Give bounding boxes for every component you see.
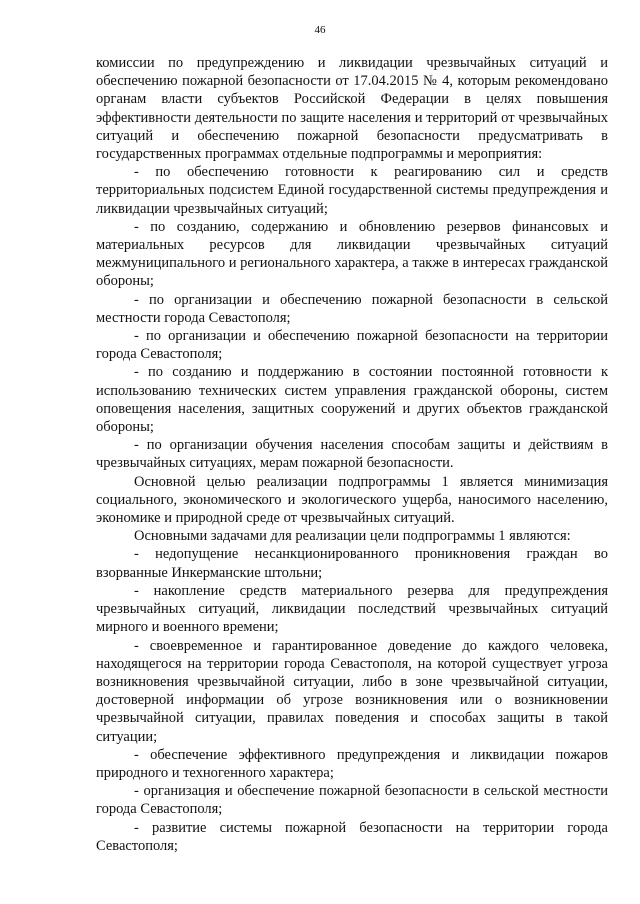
list-item: - организация и обеспечение пожарной безопасности в сельской местности города Севастополя; <box>96 783 608 818</box>
list-item: - по организации и обеспечению пожарной безопасности в сельской местности города Севастополя; <box>96 291 608 326</box>
list-item: - своевременное и гарантированное доведение до каждого человека, находящегося на территории города Севастополя, на которой существует угроза возникновения чрезвычайной ситуации, либо в зоне чрезвычайной ситуации, достоверной информации об угрозе возникновения или о возникновении чрезвычайной ситуации, правилах поведения и способах защиты в такой ситуации; <box>96 637 608 745</box>
paragraph-tasks-heading: Основными задачами для реализации цели подпрограммы 1 являются: <box>134 528 571 545</box>
list-item: - по организации и обеспечению пожарной безопасности на территории города Севастополя; <box>96 328 608 363</box>
list-item: - по обеспечению готовности к реагированию сил и средств территориальных подсистем Единой государственной системы предупреждения и ликвидации чрезвычайных ситуаций; <box>96 164 608 217</box>
paragraph-intro: комиссии по предупреждению и ликвидации чрезвычайных ситуаций и обеспечению пожарной безопасности от 17.04.2015 № 4, которым рекомендовано органам власти субъектов Российской Федерации в целях повышения эффективности деятельности по защите населения и территорий от чрезвычайных ситуаций и обеспечению пожарной безопасности предусматривать в государственных программах отдельные подпрограммы и мероприятия: <box>96 55 608 163</box>
list-item: - по созданию и поддержанию в состоянии постоянной готовности к использованию технических систем управления гражданской обороны, систем оповещения населения, защитных сооружений и других объектов гражданской обороны; <box>96 364 608 436</box>
page-number: 46 <box>314 24 326 36</box>
list-item: - накопление средств материального резерва для предупреждения чрезвычайных ситуаций, ликвидации последствий чрезвычайных ситуаций мирного и военного времени; <box>96 582 608 636</box>
list-item: - по организации обучения населения способам защиты и действиям в чрезвычайных ситуациях, мерам пожарной безопасности. <box>96 437 608 472</box>
paragraph-goal: Основной целью реализации подпрограммы 1 является минимизация социального, экономического и экологического ущерба, наносимого населению, экономике и природной среде от чрезвычайных ситуаций. <box>96 473 608 527</box>
document-body <box>96 54 608 855</box>
list-item: - по созданию, содержанию и обновлению резервов финансовых и материальных ресурсов для ликвидации чрезвычайных ситуаций межмуниципального и регионального характера, а также в интересах гражданской обороны; <box>96 218 608 290</box>
list-item: - обеспечение эффективного предупреждения и ликвидации пожаров природного и техногенного характера; <box>96 746 608 781</box>
list-item: - недопущение несанкционированного проникновения граждан во взорванные Инкерманские штольни; <box>96 546 608 581</box>
list-item: - развитие системы пожарной безопасности на территории города Севастополя; <box>96 819 608 854</box>
